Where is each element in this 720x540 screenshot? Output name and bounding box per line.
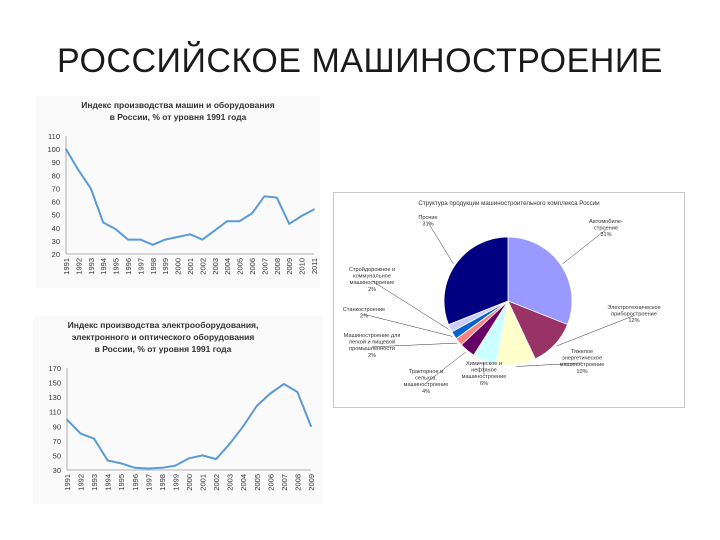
data-point xyxy=(313,209,315,211)
electrical-equipment-index-chart xyxy=(33,316,323,504)
data-point xyxy=(147,468,149,470)
y-tick-label: 80 xyxy=(51,171,60,181)
y-tick-label: 110 xyxy=(49,407,61,417)
data-point xyxy=(283,383,285,385)
pie-label-line: Электротехническое xyxy=(607,305,661,311)
x-tick-label: 2006 xyxy=(248,258,257,275)
y-tick-label: 30 xyxy=(52,466,61,475)
slide-title: РОССИЙСКОЕ МАШИНОСТРОЕНИЕ xyxy=(57,42,663,80)
x-tick-label: 2001 xyxy=(186,258,195,275)
x-tick-label: 1995 xyxy=(117,474,127,491)
y-tick-label: 70 xyxy=(51,184,60,194)
data-point xyxy=(189,233,191,235)
x-tick-label: 1998 xyxy=(157,474,167,491)
x-tick-label: 1992 xyxy=(74,258,84,275)
data-point xyxy=(251,212,253,214)
data-point xyxy=(214,230,216,232)
x-tick-label: 1999 xyxy=(171,474,181,491)
data-point xyxy=(239,220,241,222)
pie-label-line: 6% xyxy=(479,380,489,387)
data-point xyxy=(310,425,312,427)
data-point xyxy=(66,419,68,421)
pie-slice-label xyxy=(607,305,660,324)
x-tick-label: 2005 xyxy=(235,258,245,275)
pie-label-line: Автомобиле- xyxy=(589,219,623,225)
data-point xyxy=(202,455,204,457)
data-point xyxy=(164,239,166,241)
pie-label-line: машиностроение xyxy=(559,362,605,369)
x-tick-label: 2000 xyxy=(185,474,194,491)
x-tick-label: 2009 xyxy=(285,258,295,275)
data-point xyxy=(78,169,80,171)
x-tick-label: 2003 xyxy=(225,474,235,491)
data-point xyxy=(127,239,129,241)
x-tick-label: 2009 xyxy=(307,474,316,491)
data-point xyxy=(202,239,204,241)
x-tick-label: 2007 xyxy=(279,474,289,491)
data-point xyxy=(102,222,104,224)
pie-label-line: промышленности xyxy=(349,346,395,353)
pie-label-line: 31% xyxy=(600,232,612,239)
x-tick-label: 1997 xyxy=(144,474,154,491)
y-tick-label: 60 xyxy=(51,197,60,207)
x-tick-label: 2005 xyxy=(252,474,262,491)
data-point xyxy=(276,197,278,199)
data-point xyxy=(65,148,67,150)
data-point xyxy=(175,465,177,467)
pie-label-line: энергетическое xyxy=(561,355,603,362)
electrical-index-svg xyxy=(33,316,323,504)
x-tick-label: 1996 xyxy=(124,258,133,275)
x-tick-label: 2000 xyxy=(173,258,183,275)
machinery-index-svg xyxy=(36,96,320,288)
data-point xyxy=(134,467,136,469)
pie-slice-label xyxy=(343,307,385,320)
chart-title-line: в России, % от уровня 1991 года xyxy=(109,112,247,122)
y-tick-label: 90 xyxy=(52,422,61,432)
x-tick-label: 1997 xyxy=(136,258,146,275)
production-structure-pie-chart xyxy=(333,192,685,408)
data-point xyxy=(188,457,190,459)
pie-slice-label xyxy=(589,219,623,238)
pie-label-line: нефтяное xyxy=(471,367,497,374)
pie-slice-label xyxy=(404,369,449,395)
y-tick-label: 40 xyxy=(51,223,60,233)
pie-label-line: Тяжелое xyxy=(570,349,594,355)
pie-title: Структура продукции машиностроительного комплекса России xyxy=(418,200,600,207)
data-point xyxy=(152,244,154,246)
pie-label-line: 2% xyxy=(367,286,377,293)
data-point xyxy=(215,458,217,460)
series-line xyxy=(67,384,311,469)
pie-label-line: приборостроение xyxy=(611,311,657,318)
x-tick-label: 1996 xyxy=(130,474,140,491)
y-tick-label: 30 xyxy=(51,236,60,246)
y-tick-label: 90 xyxy=(51,158,60,168)
pie-label-line: Тракторное и xyxy=(408,369,444,375)
x-tick-label: 2001 xyxy=(198,474,208,491)
pie-slice-label xyxy=(462,361,507,387)
x-tick-label: 2006 xyxy=(266,474,276,491)
y-tick-label: 170 xyxy=(48,364,61,373)
data-point xyxy=(264,195,266,197)
chart-title-line: Индекс производства электрооборудования, xyxy=(67,320,259,330)
pie-label-line: сельхоз. xyxy=(415,375,437,382)
pie-label-line: машиностроение xyxy=(403,382,449,389)
y-tick-label: 70 xyxy=(52,436,61,446)
pie-slice-label xyxy=(349,266,395,293)
pie-label-line: строение xyxy=(593,225,619,232)
y-tick-label: 100 xyxy=(47,145,60,155)
y-tick-label: 130 xyxy=(48,393,61,403)
pie-label-line: легкой и пищевой xyxy=(348,339,396,346)
chart-title-line: в России, % от уровня 1991 года xyxy=(94,344,232,354)
pie-label-line: Станкостроение xyxy=(342,307,386,313)
x-tick-label: 2007 xyxy=(260,258,270,275)
data-point xyxy=(269,393,271,395)
x-tick-label: 1995 xyxy=(111,258,121,275)
data-point xyxy=(107,460,109,462)
pie-label-line: Машиностроение для xyxy=(343,333,401,339)
pie-slice-label xyxy=(344,333,401,359)
x-tick-label: 2002 xyxy=(198,258,208,275)
x-tick-label: 1999 xyxy=(161,258,171,275)
data-point xyxy=(301,215,303,217)
x-tick-label: 1994 xyxy=(103,474,113,491)
x-tick-label: 2011 xyxy=(310,258,319,275)
data-point xyxy=(120,463,122,465)
data-point xyxy=(288,223,290,225)
y-tick-label: 110 xyxy=(48,132,60,141)
y-tick-label: 150 xyxy=(48,378,61,388)
structure-pie-svg xyxy=(334,193,684,407)
data-point xyxy=(226,220,228,222)
x-tick-label: 1992 xyxy=(76,474,86,491)
y-tick-label: 20 xyxy=(51,250,60,259)
y-tick-label: 50 xyxy=(52,451,61,461)
pie-label-line: 10% xyxy=(576,368,588,375)
pie-label-line: 2% xyxy=(359,313,369,320)
machinery-index-chart xyxy=(36,96,320,288)
x-tick-label: 2002 xyxy=(212,474,222,491)
data-point xyxy=(242,425,244,427)
data-point xyxy=(161,467,163,469)
y-tick-label: 50 xyxy=(51,210,60,220)
x-tick-label: 2004 xyxy=(223,258,233,275)
chart-title-line: электронного и оптического оборудования xyxy=(71,332,255,342)
x-tick-label: 1993 xyxy=(86,258,96,275)
data-point xyxy=(90,188,92,190)
data-point xyxy=(177,236,179,238)
x-tick-label: 2008 xyxy=(272,258,282,275)
x-tick-label: 2004 xyxy=(239,474,249,491)
pie-leader-line xyxy=(428,222,453,264)
pie-label-line: 4% xyxy=(421,388,431,395)
x-tick-label: 1994 xyxy=(99,258,109,275)
pie-label-line: машиностроение xyxy=(349,280,395,287)
data-point xyxy=(297,391,299,393)
x-tick-label: 2010 xyxy=(297,258,307,275)
x-tick-label: 1993 xyxy=(90,474,100,491)
data-point xyxy=(140,239,142,241)
data-point xyxy=(115,228,117,230)
pie-label-line: 12% xyxy=(628,318,640,325)
pie-slice-label xyxy=(560,349,605,375)
x-tick-label: 1991 xyxy=(62,258,71,275)
x-tick-label: 1998 xyxy=(148,258,158,275)
x-tick-label: 2003 xyxy=(210,258,220,275)
pie-label-line: коммунальное xyxy=(353,273,391,280)
data-point xyxy=(229,443,231,445)
x-tick-label: 1991 xyxy=(63,474,72,491)
pie-label-line: Стройдорожное и xyxy=(348,267,396,273)
pie-label-line: машиностроение xyxy=(461,374,507,381)
pie-label-line: 2% xyxy=(367,352,377,359)
pie-slice-label xyxy=(418,215,437,228)
pie-leader-line xyxy=(372,281,448,329)
x-tick-label: 2008 xyxy=(293,474,303,491)
pie-label-line: Прочие xyxy=(418,215,438,221)
data-point xyxy=(256,405,258,407)
data-point xyxy=(80,433,82,435)
chart-title-line: Индекс производства машин и оборудования xyxy=(81,100,275,110)
data-point xyxy=(93,438,95,440)
pie-label-line: 31% xyxy=(422,221,434,228)
pie-label-line: Химическое и xyxy=(465,361,503,367)
